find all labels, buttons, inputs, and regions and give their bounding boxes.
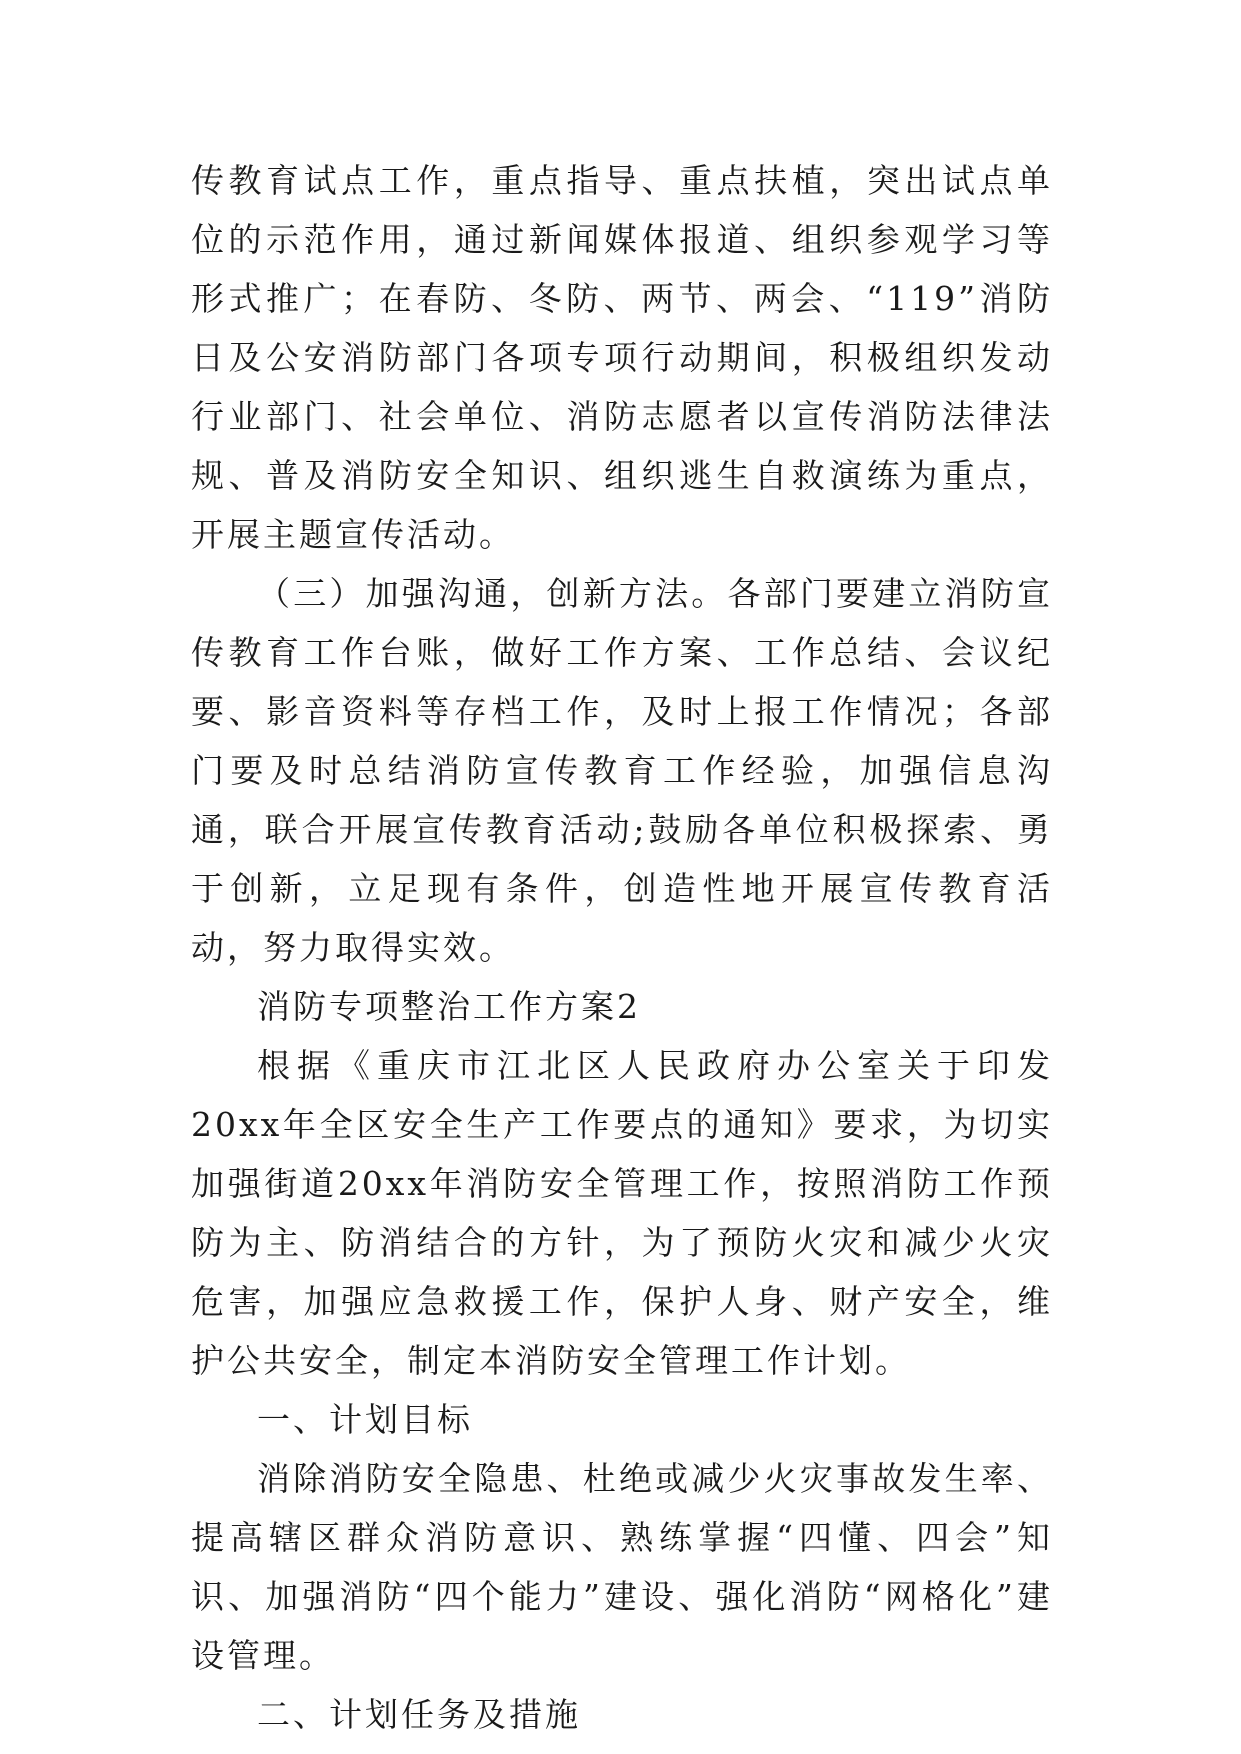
paragraph-intro: 根据《重庆市江北区人民政府办公室关于印发20xx年全区安全生产工作要点的通知》要求，为切实加强街道20xx年消防安全管理工作，按照消防工作预防为主、防消结合的方针，为了预防火灾和减少火灾危害，加强应急救援工作，保护人身、财产安全，维护公共安全，制定本消防安全管理工作计划。 [191,1046,1053,1380]
paragraph-section-three: （三）加强沟通，创新方法。各部门要建立消防宣传教育工作台账，做好工作方案、工作总结、会议纪要、影音资料等存档工作，及时上报工作情况；各部门要及时总结消防宣传教育工作经验，加强信息沟通，联合开展宣传教育活动;鼓励各单位积极探索、勇于创新，立足现有条件，创造性地开展宣传教育活动，努力取得实效。 [191,574,1053,967]
heading-plan-goals: 一、计划目标 [257,1400,473,1439]
heading-plan-tasks: 二、计划任务及措施 [257,1695,581,1734]
section-title-plan-2: 消防专项整治工作方案2 [257,987,641,1026]
paragraph-continuation: 传教育试点工作，重点指导、重点扶植，突出试点单位的示范作用，通过新闻媒体报道、组织参观学习等形式推广；在春防、冬防、两节、两会、“119”消防日及公安消防部门各项专项行动期间，积极组织发动行业部门、社会单位、消防志愿者以宣传消防法律法规、普及消防安全知识、组织逃生自救演练为重点，开展主题宣传活动。 [191,161,1053,554]
document-body [191,151,1053,1744]
paragraph-plan-goals: 消除消防安全隐患、杜绝或减少火灾事故发生率、提高辖区群众消防意识、熟练掌握“四懂、四会”知识、加强消防“四个能力”建设、强化消防“网格化”建设管理。 [191,1459,1053,1675]
